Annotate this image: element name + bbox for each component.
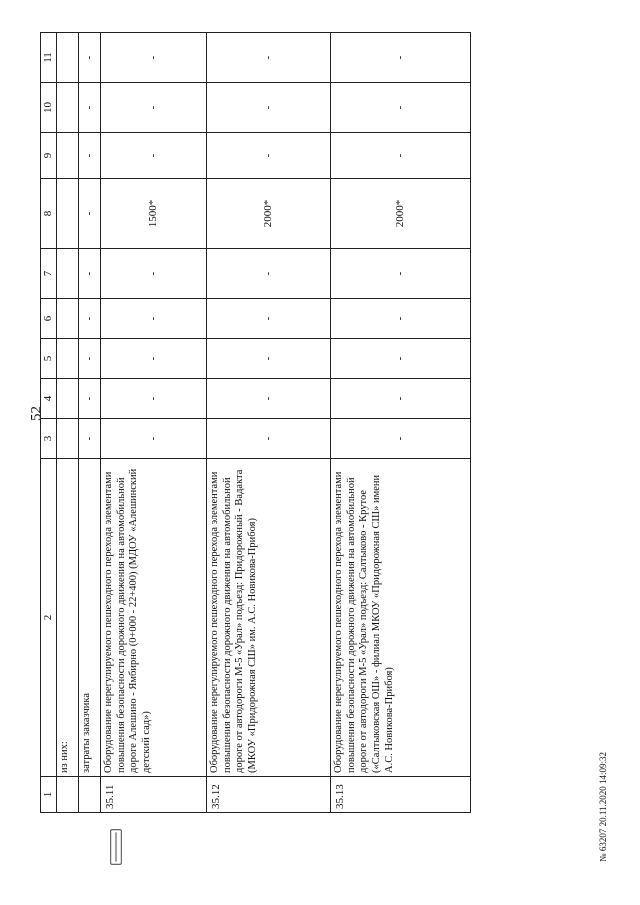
cell-c10: - <box>330 83 470 133</box>
table-row <box>100 33 206 813</box>
cell-c10: - <box>78 83 100 133</box>
table-row <box>78 33 100 813</box>
cell-c11: - <box>330 33 470 83</box>
row-number: 35.11 <box>100 777 206 813</box>
cell-c7: - <box>78 249 100 299</box>
cell-c5: - <box>330 339 470 379</box>
data-table <box>40 32 471 813</box>
col-header-7: 7 <box>41 249 57 299</box>
cell-c9: - <box>206 133 330 179</box>
cell-c4: - <box>100 379 206 419</box>
col-header-1: 1 <box>41 777 57 813</box>
cell-c8: - <box>78 179 100 249</box>
cell-c7: - <box>100 249 206 299</box>
cell-c3: - <box>78 419 100 459</box>
table-row <box>330 33 470 813</box>
cell-c3: - <box>100 419 206 459</box>
row-name: Оборудование нерегулируемого пешеходного перехода элементами повышения безопасности дорожного движения на автомобильной дороге от автодороги М-5 «Урал» подъезд: Салтыково - Крутое («Салтыковская ОШ» - филиал МКОУ «Придорожная СШ» имени А.С. Новикова-Прибоя) <box>330 459 470 777</box>
cell-c8: 2000* <box>330 179 470 249</box>
cell-c7: - <box>206 249 330 299</box>
cell-c5: - <box>78 339 100 379</box>
page-number: 52 <box>28 406 45 421</box>
col-header-4: 4 <box>41 379 57 419</box>
cell-c8: 1500* <box>100 179 206 249</box>
row-number <box>78 777 100 813</box>
row-name: Оборудование нерегулируемого пешеходного перехода элементами повышения безопасности дорожного движения на автомобильной дороге Алешино - Ямбирно (0+000 - 22+400) (МДОУ «Алешинский детский сад») <box>100 459 206 777</box>
row-number: 35.13 <box>330 777 470 813</box>
cell-c6: - <box>206 299 330 339</box>
col-header-6: 6 <box>41 299 57 339</box>
cell-c6: - <box>100 299 206 339</box>
cell-c6: - <box>78 299 100 339</box>
row-name: затраты заказчика <box>78 459 100 777</box>
subheader-row <box>56 33 78 813</box>
cell-c9: - <box>330 133 470 179</box>
row-name: Оборудование нерегулируемого пешеходного перехода элементами повышения безопасности дорожного движения на автомобильной дороге от автодороги М-5 «Урал» подъезд: Придорожный - Вадакта (МКОУ «Придорожная СШ» им. А.С. Новикова-Прибоя) <box>206 459 330 777</box>
subheader-label: из них: <box>56 459 78 777</box>
col-header-11: 11 <box>41 33 57 83</box>
rotated-table-container <box>40 33 637 813</box>
col-header-9: 9 <box>41 133 57 179</box>
col-header-3: 3 <box>41 419 57 459</box>
col-header-5: 5 <box>41 339 57 379</box>
cell-c9: - <box>78 133 100 179</box>
document-footer: № 63207 20.11.2020 14:09:32 <box>598 751 608 862</box>
cell-c11: - <box>206 33 330 83</box>
cell-c9: - <box>100 133 206 179</box>
col-header-2: 2 <box>41 459 57 777</box>
cell-c5: - <box>100 339 206 379</box>
col-header-10: 10 <box>41 83 57 133</box>
col-header-8: 8 <box>41 179 57 249</box>
cell-c6: - <box>330 299 470 339</box>
cell-c4: - <box>330 379 470 419</box>
cell-c8: 2000* <box>206 179 330 249</box>
cell-c4: - <box>206 379 330 419</box>
cell-c3: - <box>206 419 330 459</box>
table-row <box>206 33 330 813</box>
header-row <box>41 33 57 813</box>
cell-c5: - <box>206 339 330 379</box>
cell-c10: - <box>100 83 206 133</box>
cell-c7: - <box>330 249 470 299</box>
row-number: 35.12 <box>206 777 330 813</box>
cell-c11: - <box>78 33 100 83</box>
cell-c11: - <box>100 33 206 83</box>
cell-c10: - <box>206 83 330 133</box>
cell-c4: - <box>78 379 100 419</box>
stamp-seal-icon <box>96 822 136 872</box>
cell-c3: - <box>330 419 470 459</box>
